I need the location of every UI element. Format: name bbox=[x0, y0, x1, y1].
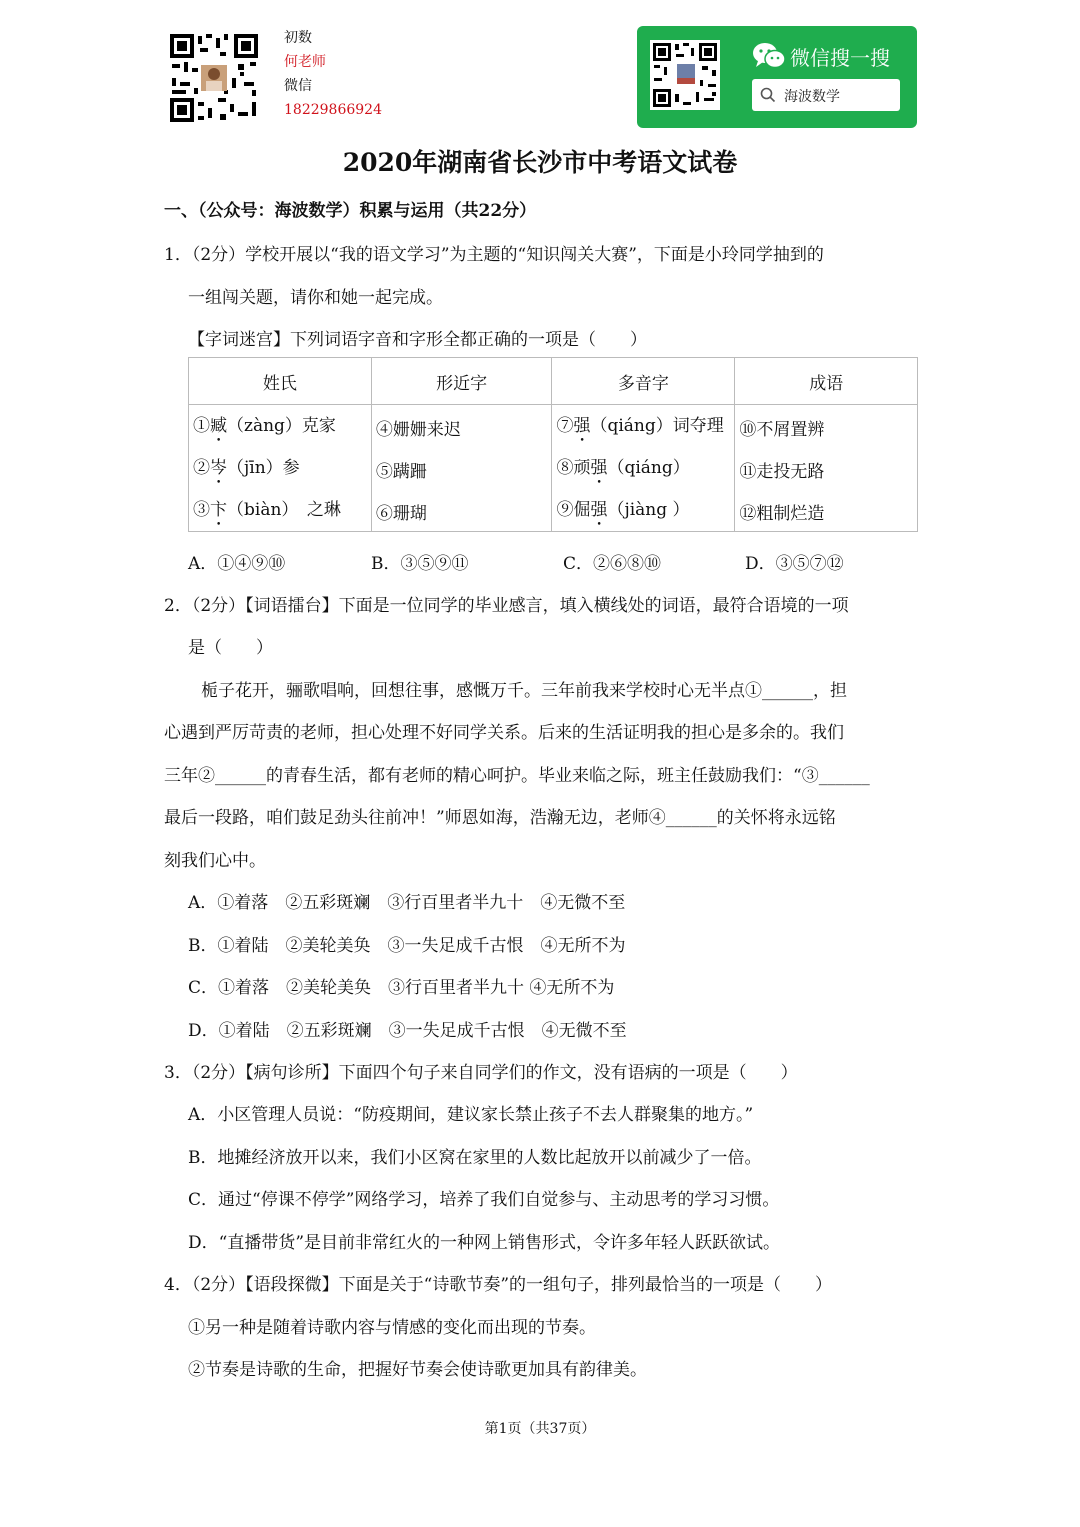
table-header: 成语 bbox=[735, 358, 918, 405]
table-header: 多音字 bbox=[552, 358, 735, 405]
q1-option-a: A．①④⑨⑩ bbox=[188, 554, 286, 574]
teacher-wechat-label: 微信 bbox=[284, 78, 312, 94]
table-item: ⑫粗制烂造 bbox=[739, 504, 825, 524]
wechat-search-query: 海波数学 bbox=[784, 89, 840, 105]
q4-stem: 4．（2分）【语段探微】下面是关于“诗歌节奏”的一组句子，排列最恰当的一项是（ ） bbox=[164, 1275, 833, 1295]
q3-option-c: C．通过“停课不停学”网络学习，培养了我们自觉参与、主动思考的学习习惯。 bbox=[188, 1190, 780, 1210]
qr-code-teacher bbox=[168, 32, 260, 124]
search-icon bbox=[760, 87, 776, 103]
q2-option-b: B．①着陆 ②美轮美奂 ③一失足成千古恨 ④无所不为 bbox=[188, 936, 626, 956]
wechat-search-title: 微信搜一搜 bbox=[790, 46, 890, 70]
table-item: ⑨倔强（jiàng ） bbox=[556, 500, 690, 520]
table-item: ⑩不屑置辨 bbox=[739, 420, 825, 440]
q2-option-d: D．①着陆 ②五彩斑斓 ③一失足成千古恨 ④无微不至 bbox=[188, 1021, 627, 1041]
page-number: 第1页（共37页） bbox=[484, 1421, 596, 1437]
q2-stem-line1: 2．（2分）【词语擂台】下面是一位同学的毕业感言，填入横线处的词语，最符合语境的一项 bbox=[164, 596, 849, 616]
table-item: ②岑（jīn）参 bbox=[193, 458, 300, 478]
table-cell-polyphones bbox=[552, 405, 735, 532]
q2-passage-line: 刻我们心中。 bbox=[164, 851, 266, 871]
table-item: ⑪走投无路 bbox=[739, 462, 825, 482]
q1-table bbox=[188, 357, 918, 532]
table-cell-idioms bbox=[735, 405, 918, 532]
table-item: ⑤蹒跚 bbox=[375, 462, 427, 482]
teacher-info bbox=[284, 26, 382, 122]
q2-option-c: C．①着落 ②美轮美奂 ③行百里者半九十 ④无所不为 bbox=[188, 978, 615, 998]
q4-item: ①另一种是随着诗歌内容与情感的变化而出现的节奏。 bbox=[188, 1318, 596, 1338]
table-item: ④姗姗来迟 bbox=[375, 420, 461, 440]
q3-option-b: B．地摊经济放开以来，我们小区窝在家里的人数比起放开以前减少了一倍。 bbox=[188, 1148, 762, 1168]
table-item: ⑦强（qiáng）词夺理 bbox=[556, 416, 724, 436]
q3-option-d: D．“直播带货”是目前非常红火的一种网上销售形式，令许多年轻人跃跃欲试。 bbox=[188, 1233, 781, 1253]
page-title: 2020年湖南省长沙市中考语文试卷 bbox=[342, 148, 738, 177]
q3-stem: 3．（2分）【病句诊所】下面四个句子来自同学们的作文，没有语病的一项是（ ） bbox=[164, 1063, 798, 1083]
table-item: ⑥珊瑚 bbox=[375, 504, 427, 524]
q2-passage-line: 心遇到严厉苛责的老师，担心处理不好同学关系。后来的生活证明我的担心是多余的。我们 bbox=[164, 723, 844, 743]
section-heading: 一、（公众号：海波数学）积累与运用（共22分） bbox=[164, 201, 537, 221]
teacher-phone: 18229866924 bbox=[284, 102, 382, 118]
table-cell-surnames bbox=[189, 405, 372, 532]
q1-stem-line2: 一组闯关题，请你和她一起完成。 bbox=[188, 288, 443, 308]
table-item: ③卞（biàn） 之琳 bbox=[193, 500, 341, 520]
qr-code-wechat bbox=[650, 40, 720, 110]
q3-option-a: A．小区管理人员说：“防疫期间，建议家长禁止孩子不去人群聚集的地方。” bbox=[188, 1105, 754, 1125]
q2-stem-line2: 是（ ） bbox=[188, 638, 273, 658]
wechat-logo-icon bbox=[752, 42, 786, 70]
table-header: 姓氏 bbox=[189, 358, 372, 405]
q2-option-a: A．①着落 ②五彩斑斓 ③行百里者半九十 ④无微不至 bbox=[188, 893, 626, 913]
table-cell-similar-chars bbox=[371, 405, 552, 532]
q1-option-c: C．②⑥⑧⑩ bbox=[563, 554, 662, 574]
teacher-subject: 初数 bbox=[284, 30, 312, 46]
q2-passage-line: 栀子花开，骊歌唱响，回想往事，感慨万千。三年前我来学校时心无半点①______，担 bbox=[201, 681, 847, 701]
q4-item: ②节奏是诗歌的生命，把握好节奏会使诗歌更加具有韵律美。 bbox=[188, 1360, 647, 1380]
q2-passage-line: 三年②______的青春生活，都有老师的精心呵护。毕业来临之际，班主任鼓励我们：“③______ bbox=[164, 766, 870, 786]
table-item: ⑧顽强（qiáng） bbox=[556, 458, 690, 478]
q1-option-d: D．③⑤⑦⑫ bbox=[745, 554, 844, 574]
table-header: 形近字 bbox=[371, 358, 552, 405]
q1-stem-line1: 1．（2分）学校开展以“我的语文学习”为主题的“知识闯关大赛”，下面是小玲同学抽到的 bbox=[164, 245, 824, 265]
teacher-name: 何老师 bbox=[284, 54, 326, 70]
table-item: ①臧（zàng）克家 bbox=[193, 416, 336, 436]
q1-prompt: 【字词迷宫】下列词语字音和字形全都正确的一项是（ ） bbox=[188, 330, 647, 350]
q2-passage-line: 最后一段路，咱们鼓足劲头往前冲！”师恩如海，浩瀚无边，老师④______的关怀将永远铭 bbox=[164, 808, 836, 828]
q1-option-b: B．③⑤⑨⑪ bbox=[371, 554, 469, 574]
